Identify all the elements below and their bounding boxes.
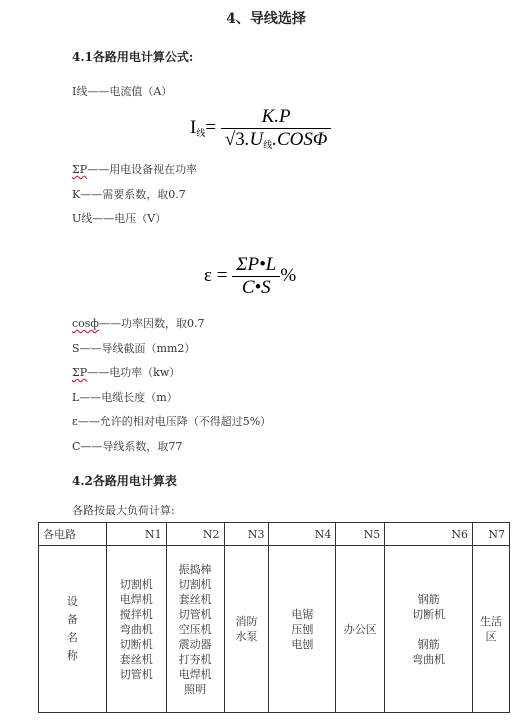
formula1-den-rest: .COSΦ [272, 129, 328, 150]
def-p2-text: ——电功率（kw） [87, 366, 181, 379]
subsection-heading-4-1: 4.1各路用电计算公式: [72, 50, 194, 64]
formula1-den-root: √3 [224, 129, 245, 150]
def-demand-factor: K——需要系数，取0.7 [72, 188, 186, 201]
def-apparent-power [72, 161, 197, 177]
def-electric-power [72, 364, 180, 380]
formula2-lhs: ε [204, 264, 212, 286]
formula1-lhs: I [190, 116, 197, 138]
table-row [39, 546, 510, 713]
formula2-denominator: C•S [241, 277, 271, 298]
header-cell: N4 [269, 523, 336, 546]
equipment-cell: 切割机 电焊机 搅拌机 弯曲机 切断机 套丝机 切管机 [106, 546, 166, 713]
header-cell: N5 [336, 523, 385, 546]
equipment-cell: 生活区 [472, 546, 509, 713]
equipment-cell: 办公区 [336, 546, 385, 713]
def-p2-symbol: ΣP [72, 366, 88, 379]
formula1-denominator [221, 129, 332, 151]
def-p-text: ——用电设备视在功率 [87, 163, 198, 176]
equipment-cell: 振捣棒 切割机 套丝机 切管机 空压机 震动器 打夯机 电焊机 照明 [166, 546, 224, 713]
header-cell: N1 [106, 523, 166, 546]
def-cos-text: ——功率因数，取0.7 [99, 317, 205, 330]
row-label: 设备名称 [66, 595, 78, 662]
equipment-cell: 电锯 压刨 电刨 [269, 546, 336, 713]
equipment-cell: 钢筋 切断机 钢筋 弯曲机 [385, 546, 473, 713]
table-intro: 各路按最大负荷计算: [72, 504, 175, 517]
def-cable-length: L——电缆长度（m） [72, 391, 178, 404]
header-cell: N6 [385, 523, 473, 546]
subsection-heading-4-2: 4.2各路用电计算表 [72, 474, 177, 488]
current-formula [190, 106, 331, 151]
formula1-den-u: .U [244, 129, 264, 150]
formula1-den-sub: 线 [263, 140, 273, 150]
voltage-drop-formula [204, 254, 296, 299]
def-voltage: U线——电压（V） [72, 212, 167, 225]
header-cell: N3 [224, 523, 269, 546]
header-cell: 各电路 [39, 523, 107, 546]
formula1-lhs-sub: 线 [196, 127, 206, 138]
formula2-percent: % [280, 264, 297, 286]
formula1-numerator: K.P [221, 106, 332, 129]
def-conductor-coefficient: C——导线系数，取77 [72, 440, 183, 453]
header-cell: N2 [166, 523, 224, 546]
formula2-eq: = [216, 264, 228, 286]
formula2-fraction [232, 254, 280, 299]
row-label-cell [39, 546, 107, 713]
def-cos-symbol: cosф [72, 317, 100, 330]
section-title: 4、导线选择 [226, 11, 306, 27]
formula1-fraction [221, 106, 332, 151]
equipment-cell: 消防 水泵 [224, 546, 269, 713]
def-current: I线——电流值（A） [72, 85, 173, 98]
def-p-symbol: ΣP [72, 163, 88, 176]
def-voltage-drop: ε——允许的相对电压降（不得超过5%） [72, 415, 272, 428]
load-table [38, 522, 510, 713]
formula2-numerator: ΣP•L [232, 254, 280, 277]
table-header-row [39, 523, 510, 546]
header-cell: N7 [472, 523, 509, 546]
formula1-eq: = [205, 116, 217, 138]
def-cross-section: S——导线截面（mm2） [72, 342, 196, 355]
def-power-factor [72, 315, 205, 331]
